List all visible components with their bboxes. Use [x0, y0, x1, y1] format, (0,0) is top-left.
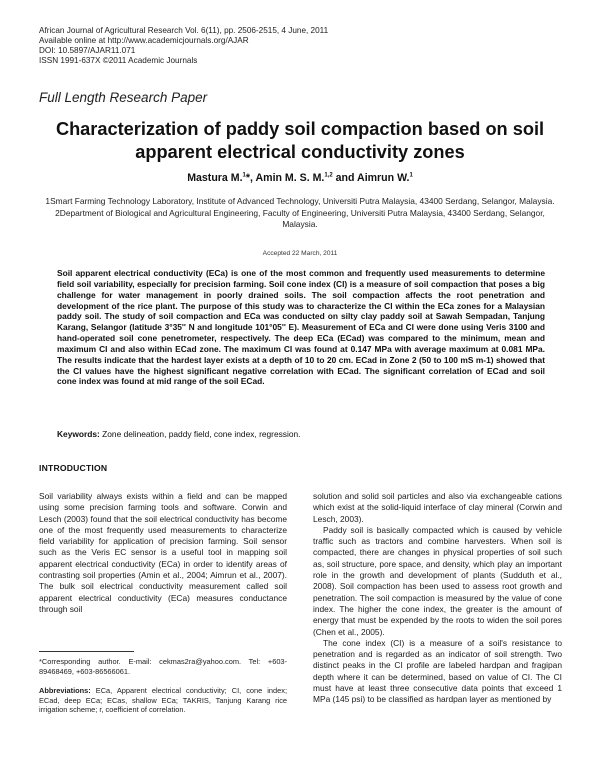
body-column-right — [313, 491, 562, 706]
paragraph: The cone index (CI) is a measure of a soil's resistance to penetration and is regarded as an indicator of soil strength. Two distinct peaks in the CI profile are labeled hardpan and fragipan depth where it can be determined, based on value of CI. The CI must have at least three consecutive data points that exceed 1 MPa (145 psi) to be classified as hardpan layer as mentioned by — [313, 637, 562, 705]
footnote-corresponding-author: *Corresponding author. E-mail: cekmas2ra@yahoo.com. Tel: +603-89468469, +603-86566061. — [39, 657, 287, 676]
author-list: Mastura M.$^1$*, Amin M. S. M.$^{1,2}$ and Aimrun W.$^1$ — [187, 172, 413, 184]
keywords — [57, 429, 545, 439]
abbreviations-text: ECa, Apparent electrical conductivity; CI, cone index; ECad, deep ECa; ECas, shallow ECa; TAKRIS, Tanjung Karang rice irrigation scheme; r, coefficient of correlation. — [39, 686, 287, 715]
abbreviations-label: Abbreviations: — [39, 686, 91, 695]
paragraph: solution and solid soil particles and also via exchangeable cations which exist at the solid-liquid interface of clay mineral (Corwin and Lesch, 2003). — [313, 491, 562, 524]
journal-citation: African Journal of Agricultural Research Vol. 6(11), pp. 2506-2515, 4 June, 2011 — [39, 26, 329, 35]
abstract: Soil apparent electrical conductivity (ECa) is one of the most common and frequently used measurements to determine field soil variability, especially for precision farming. Soil cone index (CI) is a measure of soil compaction that poses a big challenge for water management in poorly drained soils. The soil compaction affects the root penetration and development of the rice plant. The purpose of this study was to characterize the CI within the ECa zones for a Malaysian paddy soil. The study of soil compaction and ECa was conducted on silty clay paddy soil at Sawah Sempadan, Tanjung Karang, Selangor (latitude 3°35'' N and longitude 101°05'' E). Measurement of ECa and CI were done using Veris 3100 and hand-operated soil cone penetrometer, respectively. The deep ECa (ECad) was compared to the minimum, mean and maximum CI and also within ECad zone. The maximum CI was found at 0.147 MPa with average maximum at 0.081 MPa. The results indicate that the hardest layer exists at a depth of 10 to 20 cm. ECad in Zone 2 (50 to 100 mS m-1) showed that the CI values have the highest significant negative correlation with ECad. The significant correlation of ECad and soil cone index was found at mid range of the soil ECad. — [57, 268, 545, 387]
accepted-date: Accepted 22 March, 2011 — [262, 250, 338, 257]
journal-header — [39, 26, 328, 66]
issn-line: ISSN 1991-637X ©2011 Academic Journals — [39, 56, 198, 65]
paper-title: Characterization of paddy soil compaction based on soil apparent electrical conductivity zones — [55, 119, 545, 162]
affiliation-2: 2Department of Biological and Agricultural Engineering, Faculty of Engineering, Universiti Putra Malaysia, 43400 Serdang, Selangor, Malaysia. — [55, 208, 545, 230]
footnote-divider — [39, 651, 134, 652]
affiliations — [40, 196, 560, 232]
keywords-label: Keywords: — [57, 429, 100, 439]
availability-line: Available online at http://www.academicjournals.org/AJAR — [39, 36, 249, 45]
section-heading-introduction: INTRODUCTION — [39, 463, 108, 473]
body-column-left — [39, 491, 287, 615]
affiliation-1: 1Smart Farming Technology Laboratory, Institute of Advanced Technology, Universiti Putra Malaysia, 43400 Serdang, Selangor, Malaysia. — [45, 196, 555, 206]
doi-line: DOI: 10.5897/AJAR11.071 — [39, 46, 136, 55]
paragraph: Paddy soil is basically compacted which is caused by vehicle traffic such as tractors and combine harvesters. When soil is compacted, there are changes in physical properties of soil such as, soil structure, pore space, and density, which play an important role in the growth and development of plants (Sudduth et al., 2008). Soil compaction has been used to assess root growth and penetration. The soil compaction is measured by the value of cone index. The higher the cone index, the greater is the amount of energy that must be expended by the roots to widen the soil pores (Chen et al., 2005). — [313, 524, 562, 637]
footnote-abbreviations — [39, 686, 287, 715]
paper-type: Full Length Research Paper — [39, 90, 208, 105]
keywords-text: Zone delineation, paddy field, cone index, regression. — [102, 429, 301, 439]
paragraph: Soil variability always exists within a field and can be mapped using some precision farming tools and software. Corwin and Lesch (2003) found that the soil electrical conductivity has become one of the most frequently used measurements to characterize field variability for application of precision farming. Soil sensor such as the Veris EC sensor is a useful tool in mapping soil apparent electrical conductivity (ECa) in order to identify areas of contrasting soil properties (Amin et al., 2004; Aimrun et al., 2007). The bulk soil electrical conductivity measurement called soil apparent electrical conductivity (ECa) measures conductance through soil — [39, 491, 287, 614]
